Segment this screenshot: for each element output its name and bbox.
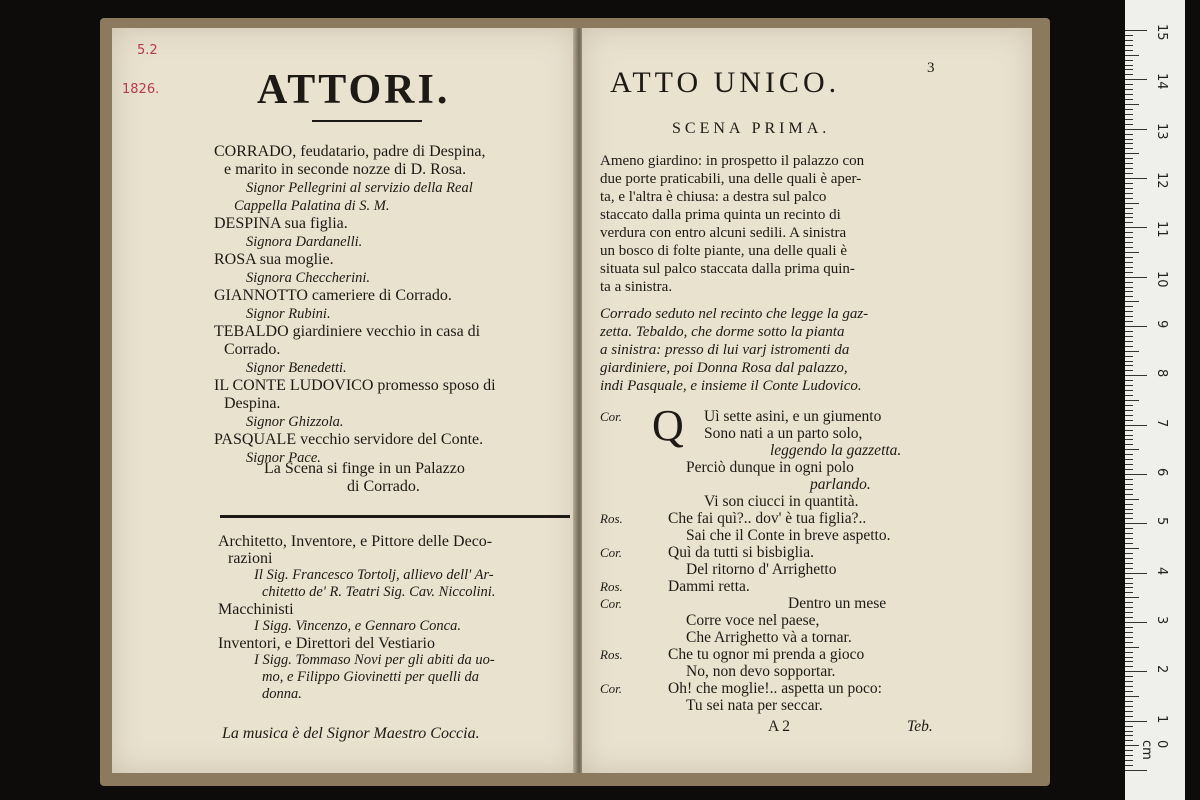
verse-line bbox=[600, 476, 1020, 493]
ruler-tick bbox=[1125, 311, 1133, 312]
verse-line bbox=[600, 510, 1020, 527]
cast-singer-cont: Cappella Palatina di S. M. bbox=[234, 198, 390, 214]
ruler-tick bbox=[1125, 760, 1133, 761]
ruler-tick bbox=[1125, 509, 1133, 510]
ruler-tick bbox=[1125, 193, 1133, 194]
verse-line bbox=[600, 425, 1020, 442]
ruler-tick bbox=[1125, 533, 1133, 534]
credit-architect: Architetto, Inventore, e Pittore delle Deco- bbox=[218, 533, 493, 550]
ruler-tick bbox=[1125, 484, 1133, 485]
ruler-tick bbox=[1125, 134, 1133, 135]
ruler-tick bbox=[1125, 74, 1133, 75]
ruler-tick bbox=[1125, 435, 1133, 436]
ruler-number: 12 bbox=[1154, 172, 1169, 189]
credit-machinists: Macchinisti bbox=[218, 601, 294, 618]
ruler-number: 0 cm bbox=[1139, 740, 1169, 760]
act-title: ATTO UNICO. bbox=[610, 66, 841, 99]
ruler-tick bbox=[1125, 55, 1139, 56]
ruler-tick bbox=[1125, 380, 1133, 381]
verse-line bbox=[600, 663, 1020, 680]
left-page bbox=[112, 28, 577, 773]
setting-line: situata sul palco staccata dalla prima quin- bbox=[600, 261, 855, 277]
ruler-number: 11 bbox=[1154, 221, 1169, 238]
credit-machinists-names: I Sigg. Vincenzo, e Gennaro Conca. bbox=[254, 618, 461, 634]
ruler-number: 4 bbox=[1154, 566, 1169, 575]
ruler-tick bbox=[1125, 627, 1133, 628]
ruler-tick bbox=[1125, 523, 1147, 524]
ruler-tick bbox=[1125, 657, 1133, 658]
verse-line bbox=[600, 680, 1020, 697]
setting-line: verdura con entro alcuni sedili. A sinistra bbox=[600, 225, 847, 241]
verse-text: Vi son ciucci in quantità. bbox=[704, 493, 859, 510]
ruler-number: 9 bbox=[1154, 320, 1169, 329]
ruler-number: 10 bbox=[1154, 270, 1169, 288]
ruler-tick bbox=[1125, 346, 1133, 347]
ruler-number: 8 bbox=[1154, 369, 1169, 378]
verse-text: Dammi retta. bbox=[668, 578, 750, 595]
ruler-tick bbox=[1125, 721, 1147, 722]
ruler-tick bbox=[1125, 203, 1139, 204]
direction-line: zetta. Tebaldo, che dorme sotto la pianta bbox=[600, 324, 845, 340]
verse-direction: leggendo la gazzetta. bbox=[770, 442, 902, 459]
cast-title: ATTORI. bbox=[257, 67, 451, 113]
ruler-tick bbox=[1125, 119, 1133, 120]
ruler-tick bbox=[1125, 60, 1133, 61]
verse-line bbox=[600, 646, 1020, 663]
cast-list bbox=[214, 143, 496, 467]
setting-line: Ameno giardino: in prospetto il palazzo con bbox=[600, 153, 865, 169]
ruler-tick bbox=[1125, 671, 1147, 672]
drop-cap: Q bbox=[652, 401, 684, 450]
setting-line: staccato dalla prima quinta un recinto di bbox=[600, 207, 841, 223]
credit-architect-name: Il Sig. Francesco Tortolj, allievo dell' Ar- bbox=[254, 567, 494, 583]
credit-costume-names-cont: mo, e Filippo Giovinetti per quelli da bbox=[262, 669, 480, 685]
ruler-tick bbox=[1125, 40, 1133, 41]
ruler-tick bbox=[1125, 494, 1133, 495]
ruler-tick bbox=[1125, 50, 1133, 51]
ruler-tick bbox=[1125, 676, 1133, 677]
cast-role-cont: e marito in seconde nozze di D. Rosa. bbox=[224, 161, 467, 178]
ruler-tick bbox=[1125, 109, 1133, 110]
credit-costume-names: I Sigg. Tommaso Novi per gli abiti da uo- bbox=[254, 652, 495, 668]
verse-text: Quì da tutti si bisbiglia. bbox=[668, 544, 814, 561]
setting-line: ta a sinistra. bbox=[600, 279, 673, 295]
ruler-tick bbox=[1125, 94, 1133, 95]
ruler-tick bbox=[1125, 405, 1133, 406]
cast-role: DESPINA sua figlia. bbox=[214, 215, 348, 232]
credit-costume: Inventori, e Direttori del Vestiario bbox=[218, 635, 435, 652]
ruler-tick bbox=[1125, 296, 1133, 297]
ruler-tick bbox=[1125, 420, 1133, 421]
speaker-label: Ros. bbox=[600, 511, 623, 526]
ruler-tick bbox=[1125, 361, 1133, 362]
ruler-tick bbox=[1125, 385, 1133, 386]
ruler-tick bbox=[1125, 252, 1139, 253]
verse-text: No, non devo sopportar. bbox=[686, 663, 836, 680]
direction-line: Corrado seduto nel recinto che legge la gaz- bbox=[600, 306, 869, 322]
ruler-tick bbox=[1125, 272, 1133, 273]
verse-text: Dentro un mese bbox=[788, 595, 887, 612]
verse-text: Sai che il Conte in breve aspetto. bbox=[686, 527, 891, 544]
ruler-tick bbox=[1125, 282, 1133, 283]
ruler-tick bbox=[1125, 583, 1133, 584]
ruler-tick bbox=[1125, 291, 1133, 292]
verse-direction: parlando. bbox=[810, 476, 871, 493]
ruler-tick bbox=[1125, 89, 1133, 90]
ruler-tick bbox=[1125, 163, 1133, 164]
ruler-tick bbox=[1125, 528, 1133, 529]
setting-line: un bosco di folte piante, una delle quali è bbox=[600, 243, 848, 259]
ruler-number: 1 bbox=[1154, 714, 1169, 723]
cast-role: PASQUALE vecchio servidore del Conte. bbox=[214, 431, 484, 448]
ruler-tick bbox=[1125, 143, 1133, 144]
ruler-tick bbox=[1125, 129, 1147, 130]
ruler-tick bbox=[1125, 139, 1133, 140]
cast-singer: Signor Ghizzola. bbox=[246, 414, 344, 430]
verse-line bbox=[600, 408, 1020, 425]
ruler-number: 3 bbox=[1154, 616, 1169, 625]
ruler-tick bbox=[1125, 504, 1133, 505]
ruler-tick bbox=[1125, 188, 1133, 189]
verse-text: Sono nati a un parto solo, bbox=[704, 425, 863, 442]
ruler-tick bbox=[1125, 652, 1133, 653]
ruler-tick bbox=[1125, 464, 1133, 465]
ruler-tick bbox=[1125, 267, 1133, 268]
ruler-tick bbox=[1125, 217, 1133, 218]
cast-role-cont: Despina. bbox=[224, 395, 281, 412]
cast-singer: Signora Checcherini. bbox=[246, 270, 371, 286]
ruler-tick bbox=[1125, 430, 1133, 431]
cast-singer: Signor Rubini. bbox=[246, 306, 331, 322]
ruler-tick bbox=[1125, 168, 1133, 169]
ruler-tick bbox=[1125, 247, 1133, 248]
ruler-tick bbox=[1125, 592, 1133, 593]
credit-architect-cont: razioni bbox=[228, 550, 273, 567]
cast-role: TEBALDO giardiniere vecchio in casa di bbox=[214, 323, 481, 340]
cast-singer: Signor Pace. bbox=[246, 450, 321, 466]
ruler-tick bbox=[1125, 227, 1147, 228]
verse-line bbox=[600, 527, 1020, 544]
verse-text: Oh! che moglie!.. aspetta un poco: bbox=[668, 680, 882, 697]
ruler-number: 14 bbox=[1154, 73, 1169, 90]
ruler-tick bbox=[1125, 691, 1133, 692]
verse-text: Tu sei nata per seccar. bbox=[686, 697, 823, 714]
scene-setting-line2: di Corrado. bbox=[347, 478, 420, 495]
credit-costume-names-end: donna. bbox=[262, 686, 302, 702]
ruler-number: 15 bbox=[1154, 24, 1169, 41]
ruler-tick bbox=[1125, 65, 1133, 66]
verse-text: Che Arrighetto và a tornar. bbox=[686, 629, 852, 646]
ruler-tick bbox=[1125, 716, 1133, 717]
ruler-tick bbox=[1125, 45, 1133, 46]
verse-line bbox=[600, 612, 1020, 629]
ruler-tick bbox=[1125, 765, 1133, 766]
ruler-tick bbox=[1125, 770, 1147, 771]
verse-text: Uì sette asini, e un giumento bbox=[704, 408, 882, 425]
ruler-tick bbox=[1125, 262, 1133, 263]
ruler-tick bbox=[1125, 316, 1133, 317]
ruler-tick bbox=[1125, 647, 1139, 648]
ruler-tick bbox=[1125, 474, 1147, 475]
ruler-tick bbox=[1125, 400, 1139, 401]
verse-line bbox=[600, 595, 1020, 612]
verse-text: Che tu ognor mi prenda a gioco bbox=[668, 646, 865, 663]
ruler-tick bbox=[1125, 415, 1133, 416]
ruler-tick bbox=[1125, 242, 1133, 243]
ruler-tick bbox=[1125, 69, 1133, 70]
ruler-number: 2 bbox=[1154, 665, 1169, 674]
ruler-number: 7 bbox=[1154, 418, 1169, 427]
speaker-label: Cor. bbox=[600, 545, 623, 560]
verse-text: Che fai quì?.. dov' è tua figlia?.. bbox=[668, 510, 867, 527]
ruler-tick bbox=[1125, 607, 1133, 608]
setting-line: ta, e l'altra è chiusa: a destra sul palco bbox=[600, 189, 827, 205]
ruler-tick bbox=[1125, 30, 1147, 31]
ruler-tick bbox=[1125, 370, 1133, 371]
ruler-tick bbox=[1125, 513, 1133, 514]
verse-line bbox=[600, 561, 1020, 578]
ruler-tick bbox=[1125, 301, 1139, 302]
cast-role: ROSA sua moglie. bbox=[214, 251, 334, 268]
ruler-tick bbox=[1125, 365, 1133, 366]
ruler-tick bbox=[1125, 538, 1133, 539]
ruler-number: 13 bbox=[1154, 122, 1169, 140]
ruler-tick bbox=[1125, 336, 1133, 337]
ruler-tick bbox=[1125, 735, 1133, 736]
music-credit: La musica è del Signor Maestro Coccia. bbox=[222, 725, 480, 742]
verse-text: Corre voce nel paese, bbox=[686, 612, 820, 629]
ruler-tick bbox=[1125, 287, 1133, 288]
ruler-tick bbox=[1125, 666, 1133, 667]
cast-role: CORRADO, feudatario, padre di Despina, bbox=[214, 143, 486, 160]
ruler-tick bbox=[1125, 750, 1133, 751]
ruler-tick bbox=[1125, 84, 1133, 85]
direction-line: a sinistra: presso di lui varj istromenti da bbox=[600, 342, 850, 358]
ruler-tick bbox=[1125, 99, 1133, 100]
cast-role-cont: Corrado. bbox=[224, 341, 281, 358]
section-divider bbox=[220, 515, 570, 518]
ruler-tick bbox=[1125, 449, 1139, 450]
speaker-label: Cor. bbox=[600, 596, 623, 611]
ruler-tick bbox=[1125, 681, 1133, 682]
ruler-tick bbox=[1125, 518, 1133, 519]
ruler-tick bbox=[1125, 425, 1147, 426]
ruler-tick bbox=[1125, 306, 1133, 307]
stage-direction bbox=[600, 305, 868, 395]
ruler-number: 6 bbox=[1154, 468, 1169, 477]
scene-setting-line1: La Scena si finge in un Palazzo bbox=[264, 460, 465, 477]
ruler-tick bbox=[1125, 548, 1139, 549]
ruler-tick bbox=[1125, 390, 1133, 391]
ruler-tick bbox=[1125, 632, 1133, 633]
ruler-tick bbox=[1125, 469, 1133, 470]
title-ornament-rule bbox=[312, 120, 422, 122]
ruler-tick bbox=[1125, 543, 1133, 544]
ruler-tick bbox=[1125, 686, 1133, 687]
ruler-tick bbox=[1125, 213, 1133, 214]
ruler-tick bbox=[1125, 222, 1133, 223]
ruler-tick bbox=[1125, 499, 1139, 500]
credits-block bbox=[218, 533, 495, 703]
ruler-tick bbox=[1125, 563, 1133, 564]
ruler-tick bbox=[1125, 745, 1139, 746]
handwritten-number: 5.2 bbox=[137, 43, 158, 58]
ruler-tick bbox=[1125, 35, 1133, 36]
ruler-tick bbox=[1125, 459, 1133, 460]
page-number: 3 bbox=[927, 60, 935, 76]
ruler-tick bbox=[1125, 740, 1133, 741]
ruler-tick bbox=[1125, 158, 1133, 159]
verse-line bbox=[600, 493, 1020, 510]
verse-line bbox=[600, 697, 1020, 714]
ruler-tick bbox=[1125, 232, 1133, 233]
ruler-tick bbox=[1125, 173, 1133, 174]
ruler-tick bbox=[1125, 612, 1133, 613]
measurement-ruler bbox=[1125, 0, 1185, 800]
verse-text: Perciò dunque in ogni polo bbox=[686, 459, 854, 476]
ruler-tick bbox=[1125, 706, 1133, 707]
ruler-tick bbox=[1125, 375, 1147, 376]
verse-line bbox=[600, 459, 1020, 476]
right-page bbox=[582, 28, 1032, 773]
ruler-tick bbox=[1125, 124, 1133, 125]
cast-singer: Signor Benedetti. bbox=[246, 360, 347, 376]
catchword: Teb. bbox=[907, 718, 933, 735]
ruler-tick bbox=[1125, 104, 1139, 105]
ruler-tick bbox=[1125, 661, 1133, 662]
ruler-tick bbox=[1125, 326, 1147, 327]
ruler-tick bbox=[1125, 696, 1139, 697]
ruler-tick bbox=[1125, 321, 1133, 322]
ruler-tick bbox=[1125, 573, 1147, 574]
cast-singer: Signora Dardanelli. bbox=[246, 234, 363, 250]
ruler-tick bbox=[1125, 257, 1133, 258]
ruler-tick bbox=[1125, 587, 1133, 588]
verse-line bbox=[600, 442, 1020, 459]
ruler-tick bbox=[1125, 410, 1133, 411]
speaker-label: Cor. bbox=[600, 409, 623, 424]
ruler-tick bbox=[1125, 489, 1133, 490]
ruler-tick bbox=[1125, 331, 1133, 332]
libretto-verses bbox=[600, 401, 1020, 714]
ruler-tick bbox=[1125, 454, 1133, 455]
cast-role: IL CONTE LUDOVICO promesso sposo di bbox=[214, 377, 496, 394]
direction-line: indi Pasquale, e insieme il Conte Ludovico. bbox=[600, 378, 862, 394]
ruler-tick bbox=[1125, 351, 1139, 352]
scene-title: SCENA PRIMA. bbox=[672, 120, 831, 137]
ruler-tick bbox=[1125, 198, 1133, 199]
ruler-tick bbox=[1125, 553, 1133, 554]
cast-role: GIANNOTTO cameriere di Corrado. bbox=[214, 287, 452, 304]
direction-line: giardiniere, poi Donna Rosa dal palazzo, bbox=[600, 360, 848, 376]
ruler-tick bbox=[1125, 637, 1133, 638]
ruler-tick bbox=[1125, 479, 1133, 480]
ruler-tick bbox=[1125, 578, 1133, 579]
cast-singer: Signor Pellegrini al servizio della Real bbox=[246, 180, 473, 196]
ruler-tick bbox=[1125, 341, 1133, 342]
ruler-tick bbox=[1125, 444, 1133, 445]
ruler-tick bbox=[1125, 148, 1133, 149]
verse-line bbox=[600, 544, 1020, 561]
verse-line bbox=[600, 629, 1020, 646]
ruler-tick bbox=[1125, 701, 1133, 702]
handwritten-date: 1826. bbox=[122, 82, 160, 97]
ruler-tick bbox=[1125, 558, 1133, 559]
ruler-tick bbox=[1125, 277, 1147, 278]
verse-line bbox=[600, 578, 1020, 595]
speaker-label: Ros. bbox=[600, 647, 623, 662]
speaker-label: Ros. bbox=[600, 579, 623, 594]
ruler-tick bbox=[1125, 597, 1139, 598]
ruler-tick bbox=[1125, 602, 1133, 603]
ruler-tick bbox=[1125, 617, 1133, 618]
ruler-tick bbox=[1125, 622, 1147, 623]
credit-architect-name-cont: chitetto de' R. Teatri Sig. Cav. Niccolini. bbox=[262, 584, 496, 600]
setting-line: due porte praticabili, una delle quali è aper- bbox=[600, 171, 862, 187]
ruler-tick bbox=[1125, 755, 1133, 756]
verse-text: Del ritorno d' Arrighetto bbox=[686, 561, 837, 578]
ruler-tick bbox=[1125, 79, 1147, 80]
ruler-tick bbox=[1125, 726, 1133, 727]
ruler-tick bbox=[1125, 183, 1133, 184]
ruler-tick bbox=[1125, 711, 1133, 712]
ruler-tick bbox=[1125, 178, 1147, 179]
ruler-tick bbox=[1125, 395, 1133, 396]
setting-description bbox=[600, 152, 864, 296]
ruler-tick bbox=[1125, 642, 1133, 643]
ruler-tick bbox=[1125, 439, 1133, 440]
ruler-tick bbox=[1125, 114, 1133, 115]
ruler-tick bbox=[1125, 237, 1133, 238]
speaker-label: Cor. bbox=[600, 681, 623, 696]
ruler-tick bbox=[1125, 731, 1133, 732]
ruler-tick bbox=[1125, 568, 1133, 569]
ruler-number: 5 bbox=[1154, 517, 1169, 526]
ruler-tick bbox=[1125, 208, 1133, 209]
ruler-tick bbox=[1125, 356, 1133, 357]
signature-mark: A 2 bbox=[768, 718, 790, 735]
ruler-tick bbox=[1125, 153, 1139, 154]
